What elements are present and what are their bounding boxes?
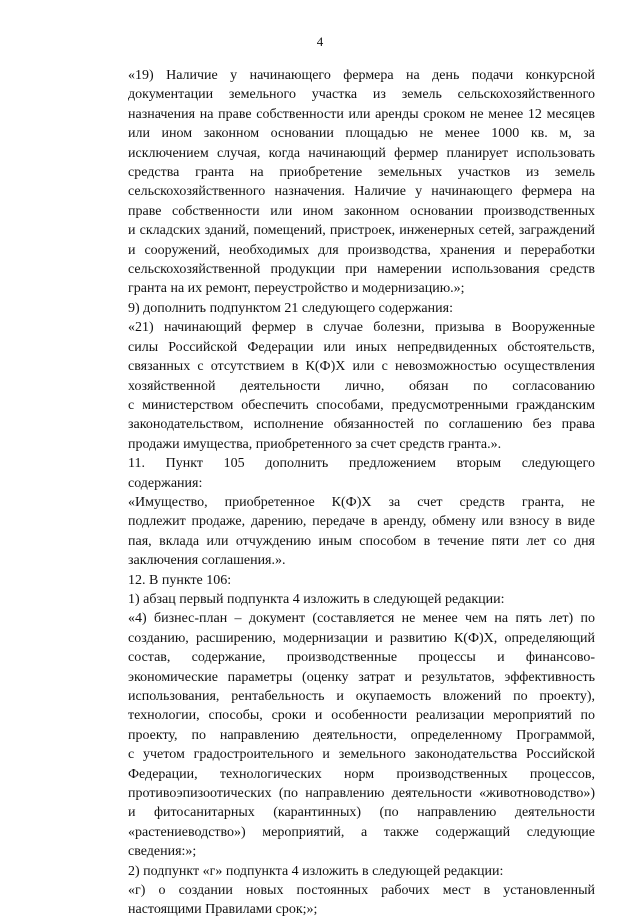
text-line: 1) абзац первый подпункта 4 изложить в следующей редакции: <box>128 591 505 607</box>
text-line: «растениеводство») мероприятий, а также содержащий следующие <box>128 824 595 840</box>
paragraph <box>90 454 595 493</box>
text-line: документации земельного участка из земель сельскохозяйственного <box>128 87 595 103</box>
text-line: технологии, способы, сроки и особенности реализации мероприятий по <box>128 708 595 724</box>
text-line: средства гранта на приобретение земельных участков из земель <box>128 165 595 181</box>
text-line: пая, вклада или отчуждению иным способом в течение пяти лет со дня <box>128 533 595 549</box>
paragraph <box>90 881 595 920</box>
text-line: использования, рентабельность и окупаемость вложений по проекту), <box>128 689 595 704</box>
paragraph <box>90 862 595 881</box>
text-line: заключения соглашения.». <box>128 553 286 569</box>
text-line: сельскохозяйственного назначения. Наличие у начинающего фермера на <box>128 184 595 200</box>
page-number: 4 <box>316 34 324 49</box>
text-line: подлежит продаже, дарению, передаче в аренду, обмену или взносу в виде <box>128 514 595 530</box>
text-line: настоящими Правилами срок;»; <box>128 902 318 918</box>
text-line: экономические параметры (оценку затрат и результатов, эффективность <box>128 669 595 685</box>
text-line: с министерством обеспечить способами, предусмотренными гражданским <box>128 397 595 413</box>
text-line: «Имущество, приобретенное К(Ф)Х за счет средств гранта, не <box>128 494 595 510</box>
paragraph <box>90 299 595 318</box>
text-line: 11. Пункт 105 дополнить предложением вторым следующего <box>128 456 595 472</box>
text-line: и складских зданий, помещений, пристроек, инженерных сетей, заграждений <box>128 223 595 239</box>
paragraph <box>90 318 595 454</box>
text-line: и фитосанитарных (карантинных) (по направлению деятельности <box>128 805 595 821</box>
text-line: 2) подпункт «г» подпункта 4 изложить в следующей редакции: <box>128 863 504 879</box>
paragraph <box>90 590 595 609</box>
text-line: праве собственности или ином законном основании производственных <box>128 203 595 219</box>
paragraph <box>90 571 595 590</box>
text-line: 12. В пункте 106: <box>128 572 232 588</box>
text-line: продажи имущества, приобретенного за счет средств гранта.». <box>128 436 502 452</box>
text-line: назначения на праве собственности или аренды сроком не менее 12 месяцев <box>128 106 595 122</box>
text-line: Федерации, технологических норм производственных процессов, <box>128 766 595 782</box>
text-line: или ином законном основании площадью не менее 1000 кв. м, за <box>128 126 595 142</box>
document-body <box>90 66 595 920</box>
text-line: «г) о создании новых постоянных рабочих мест в установленный <box>128 883 595 899</box>
text-line: с учетом градостроительного и земельного законодательства Российской <box>128 747 595 763</box>
text-line: «19) Наличие у начинающего фермера на день подачи конкурсной <box>128 68 595 83</box>
text-line: «4) бизнес-план – документ (составляется не менее чем на пять лет) по <box>128 611 595 627</box>
text-line: созданию, расширению, модернизации и развитию К(Ф)Х, определяющий <box>128 630 595 646</box>
paragraph <box>90 609 595 861</box>
text-line: состав, содержание, производственные процессы и финансово- <box>128 650 595 666</box>
text-line: и сооружений, необходимых для производства, хранения и переработки <box>128 242 595 258</box>
text-line: связанных с отсутствием в К(Ф)Х или с невозможностью осуществления <box>128 359 595 375</box>
text-line: содержания: <box>128 475 203 491</box>
text-line: 9) дополнить подпунктом 21 следующего содержания: <box>128 300 453 316</box>
text-line: сведения:»; <box>128 844 197 860</box>
paragraph <box>90 493 595 571</box>
text-line: гранта на их ремонт, переустройство и модернизацию.»; <box>128 281 465 297</box>
text-line: противоэпизоотических (по направлению деятельности «животноводство») <box>128 786 595 802</box>
text-line: «21) начинающий фермер в случае болезни, призыва в Вооруженные <box>128 320 595 336</box>
text-line: силы Российской Федерации или иных непредвиденных обстоятельств, <box>128 339 595 355</box>
text-line: исключением случая, когда начинающий фермер планирует использовать <box>128 145 595 161</box>
text-line: проекту, по направлению деятельности, определенному Программой, <box>128 727 595 743</box>
text-line: законодательством, исполнение обязанностей по соглашению без права <box>128 417 595 433</box>
text-line: хозяйственной деятельности лично, обязан по согласованию <box>128 378 595 394</box>
paragraph <box>90 66 595 299</box>
text-line: сельскохозяйственной продукции при намерении использования средств <box>128 262 595 278</box>
